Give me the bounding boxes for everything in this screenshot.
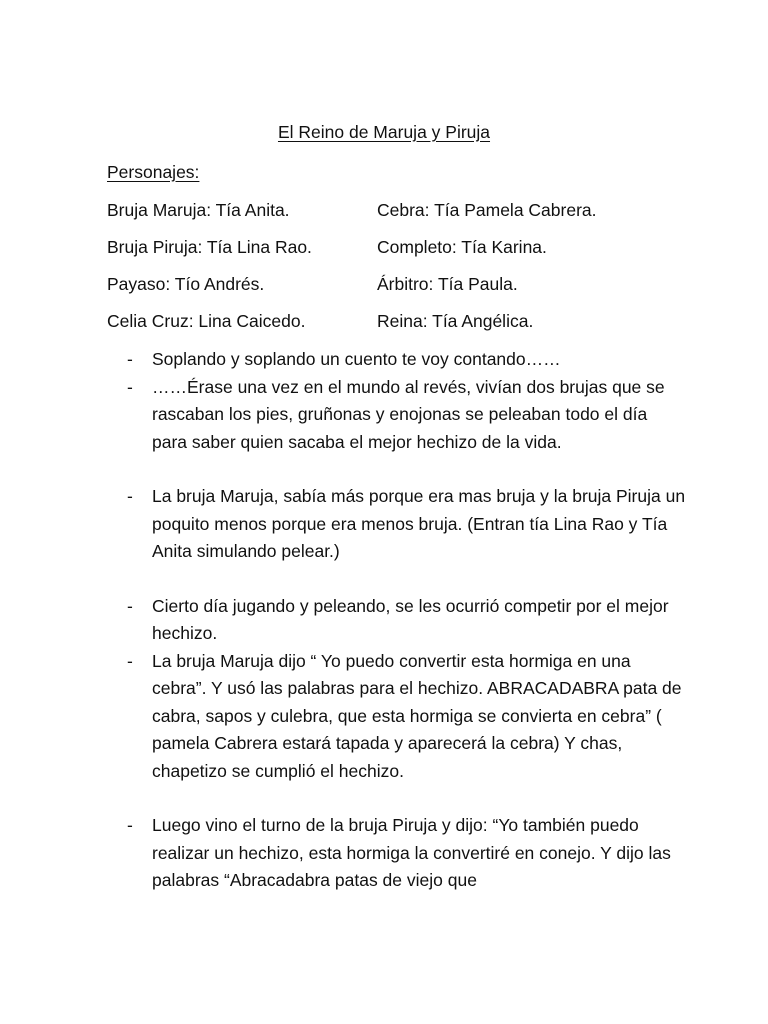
character-entry: Reina: Tía Angélica. — [377, 311, 534, 331]
story-paragraph — [107, 812, 687, 895]
story-paragraph — [107, 483, 687, 566]
character-entry: Cebra: Tía Pamela Cabrera. — [377, 200, 597, 220]
document-title: El Reino de Maruja y Piruja — [277, 122, 491, 142]
paragraph-text: Cierto día jugando y peleando, se les ocurrió competir por el mejor hechizo. — [152, 595, 669, 643]
bullet-dash: - — [127, 376, 133, 397]
story-paragraph — [107, 648, 687, 786]
bullet-dash: - — [127, 595, 133, 616]
character-entry: Bruja Maruja: Tía Anita. — [107, 200, 290, 220]
character-row — [107, 273, 667, 310]
character-row — [107, 236, 667, 273]
story-paragraph — [107, 346, 687, 374]
characters-list — [107, 199, 667, 347]
paragraph-text: La bruja Maruja, sabía más porque era mas bruja y la bruja Piruja un poquito menos porque era menos bruja. (Entran tía Lina Rao y Tía Anita simulando pelear.) — [152, 486, 686, 561]
character-row — [107, 310, 667, 347]
character-entry: Completo: Tía Karina. — [377, 237, 547, 257]
story-paragraphs — [107, 346, 687, 895]
bullet-dash: - — [127, 815, 133, 835]
characters-heading: Personajes: — [107, 162, 200, 182]
paragraph-text: ……Érase una vez en el mundo al revés, vivían dos brujas que se rascaban los pies, gruñonas y enojonas se peleaban todo el día para saber quien sacaba el mejor hechizo de la vida. — [152, 376, 665, 452]
character-row — [107, 199, 667, 236]
character-entry: Árbitro: Tía Paula. — [377, 274, 518, 294]
story-paragraph — [107, 374, 687, 457]
paragraph-text: Soplando y soplando un cuento te voy contando…… — [152, 349, 561, 369]
paragraph-text: La bruja Maruja dijo “ Yo puedo convertir esta hormiga en una cebra”. Y usó las palabras para el hechizo. ABRACADABRA pata de cabra, sapos y culebra, que esta hormiga se convierta en cebra” ( pamela Cabrera estará tapada y aparecerá la cebra) Y chas, chapetizo se cumplió el hechizo. — [152, 650, 682, 781]
bullet-dash: - — [127, 486, 133, 506]
paragraph-text: Luego vino el turno de la bruja Piruja y dijo: “Yo también puedo realizar un hechizo, esta hormiga la convertiré en conejo. Y dijo las palabras “Abracadabra patas de viejo que — [152, 815, 671, 890]
bullet-dash: - — [127, 349, 133, 369]
bullet-dash: - — [127, 650, 133, 671]
story-paragraph — [107, 593, 687, 648]
character-entry: Payaso: Tío Andrés. — [107, 274, 265, 294]
character-entry: Celia Cruz: Lina Caicedo. — [107, 311, 306, 331]
character-entry: Bruja Piruja: Tía Lina Rao. — [107, 237, 312, 257]
